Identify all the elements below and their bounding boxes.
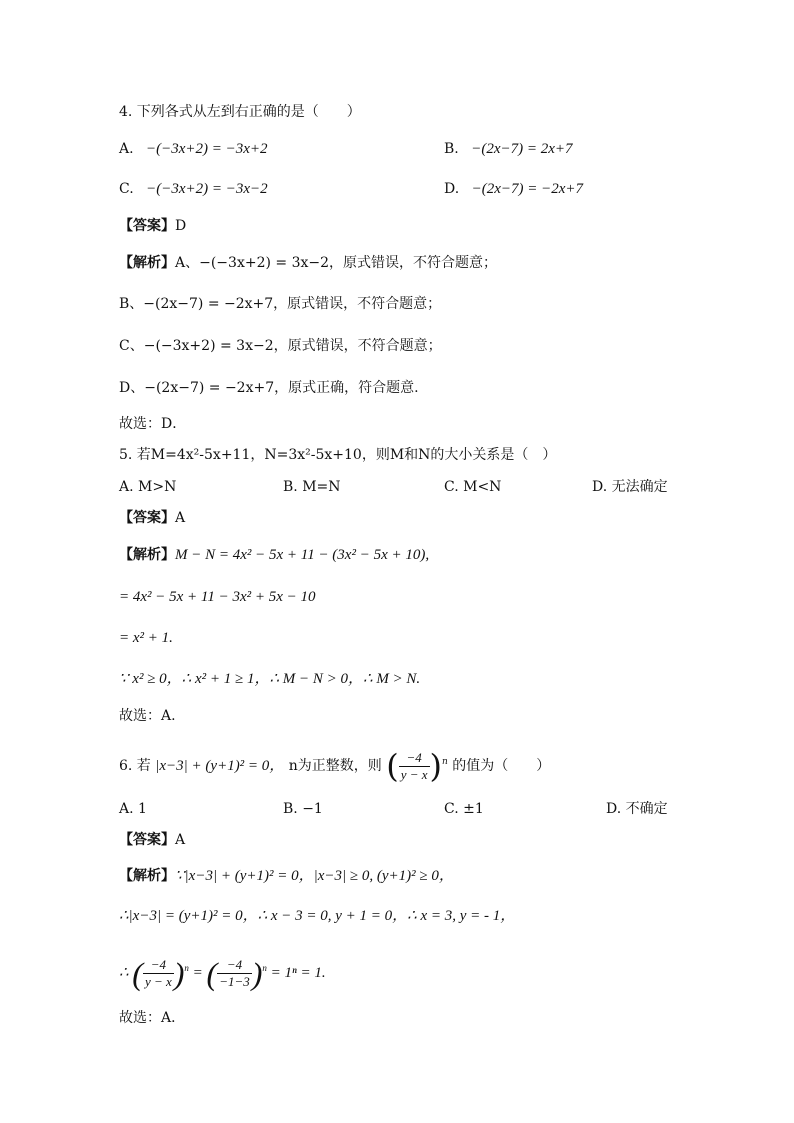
q5-analysis-line-1 bbox=[119, 545, 429, 565]
q4-analysis-line-1 bbox=[119, 253, 497, 273]
q6-frac1-den: y − x bbox=[144, 974, 172, 990]
q6-option-b: B. −1 bbox=[283, 801, 323, 817]
q4-option-b-expr: −(2x−7) = 2x+7 bbox=[471, 141, 573, 157]
q6-option-c: C. ±1 bbox=[444, 801, 484, 817]
q6-analysis-line-2: ∴|x−3| = (y+1)² = 0，∴ x − 3 = 0, y + 1 = 0，∴ x = 3, y = - 1， bbox=[119, 908, 516, 924]
q4-choose: 故选：D． bbox=[119, 416, 187, 432]
q4-analysis-line-2: B、−(2x−7) = −2x+7，原式错误，不符合题意； bbox=[119, 296, 442, 312]
q6-result: = 1ⁿ = 1. bbox=[270, 965, 326, 981]
q5-analysis-line-2: = 4x² − 5x + 11 − 3x² + 5x − 10 bbox=[119, 589, 316, 605]
analysis-tag: 【解析】 bbox=[119, 547, 175, 563]
q6-analysis-fraction-2 bbox=[217, 957, 252, 990]
q6-option-d: D. 不确定 bbox=[606, 801, 668, 817]
q5-analysis-expr-1: M − N = 4x² − 5x + 11 − (3x² − 5x + 10), bbox=[175, 547, 430, 563]
q4-analysis-line-3: C、−(−3x+2) = 3x−2，原式错误，不符合题意； bbox=[119, 338, 442, 354]
q4-option-d-label: D. bbox=[444, 181, 460, 197]
analysis-tag: 【解析】 bbox=[119, 255, 175, 271]
q4-analysis-a: A、−(−3x+2) = 3x−2，原式错误，不符合题意； bbox=[175, 255, 498, 271]
q6-equals: = bbox=[192, 965, 203, 981]
q6-therefore: ∴ bbox=[119, 965, 129, 981]
q4-option-b bbox=[444, 139, 573, 159]
q6-stem-condition: |x−3| + (y+1)² = 0， bbox=[155, 758, 285, 774]
q6-stem-exponent: n bbox=[442, 757, 448, 767]
q6-frac2-den: −1−3 bbox=[219, 974, 250, 990]
q6-stem-pre: 6. 若 bbox=[119, 758, 151, 774]
q4-answer bbox=[119, 216, 186, 236]
q5-option-b: B. M=N bbox=[283, 479, 341, 495]
q5-option-d: D. 无法确定 bbox=[592, 479, 668, 495]
q4-option-c bbox=[119, 179, 268, 199]
q4-option-a-expr: −(−3x+2) = −3x+2 bbox=[146, 141, 268, 157]
q6-analysis-line-3: ∴ ( $\frac{-4}{y - x}$ )$^n$ = ( $\frac{-4}{-1-3}$ )$^n$ = 1ⁿ = 1. bbox=[119, 955, 326, 992]
q6-option-a: A. 1 bbox=[119, 801, 147, 817]
q5-answer bbox=[119, 508, 185, 528]
q6-stem-mid: n为正整数，则 bbox=[288, 758, 382, 774]
q5-stem: 5. 若M=4x²-5x+11，N=3x²-5x+10，则M和N的大小关系是（ ） bbox=[119, 447, 557, 463]
q4-analysis-line-4: D、−(2x−7) = −2x+7，原式正确，符合题意. bbox=[119, 380, 419, 396]
q6-stem-fraction bbox=[399, 750, 430, 783]
q6-answer bbox=[119, 830, 185, 850]
q6-stem-post: 的值为（ ） bbox=[452, 758, 551, 774]
q6-frac2-num: −4 bbox=[217, 957, 252, 974]
q4-option-d bbox=[444, 179, 583, 199]
q6-stem-frac-den: y − x bbox=[400, 766, 428, 782]
q5-option-a: A. M>N bbox=[119, 479, 177, 495]
q6-analysis-fraction-1 bbox=[143, 957, 174, 990]
q4-answer-value: D bbox=[175, 218, 187, 234]
answer-tag: 【答案】 bbox=[119, 510, 175, 526]
q6-analysis-line-1 bbox=[119, 866, 454, 886]
q6-frac2-exp: n bbox=[262, 963, 267, 973]
q6-analysis-expr-1: ∵|x−3| + (y+1)² = 0，|x−3| ≥ 0, (y+1)² ≥ 0， bbox=[175, 868, 454, 884]
q6-frac1-exp: n bbox=[184, 963, 189, 973]
q4-option-a-label: A. bbox=[119, 141, 134, 157]
q4-option-c-label: C. bbox=[119, 181, 134, 197]
q4-option-b-label: B. bbox=[444, 141, 459, 157]
analysis-tag: 【解析】 bbox=[119, 868, 175, 884]
q6-choose: 故选：A． bbox=[119, 1010, 186, 1026]
q5-choose: 故选：A. bbox=[119, 708, 176, 724]
q5-analysis-line-4: ∵ x² ≥ 0，∴ x² + 1 ≥ 1，∴ M − N > 0，∴ M > N. bbox=[119, 671, 421, 687]
answer-tag: 【答案】 bbox=[119, 218, 175, 234]
q6-frac1-num: −4 bbox=[143, 957, 174, 974]
answer-tag: 【答案】 bbox=[119, 832, 175, 848]
q4-option-a bbox=[119, 139, 268, 159]
q6-answer-value: A bbox=[175, 832, 186, 848]
q5-answer-value: A bbox=[175, 510, 186, 526]
q5-analysis-line-3: = x² + 1. bbox=[119, 630, 173, 646]
q4-option-d-expr: −(2x−7) = −2x+7 bbox=[471, 181, 584, 197]
q5-option-c: C. M<N bbox=[444, 479, 502, 495]
q6-stem-frac-num: −4 bbox=[399, 750, 430, 767]
q6-stem: 6. 若 |x−3| + (y+1)² = 0， n为正整数，则 ( $\frac{-4}{y - x}$ )$^n$ 的值为（ ） bbox=[119, 747, 551, 785]
q4-stem: 4. 下列各式从左到右正确的是（ ） bbox=[119, 104, 361, 120]
q4-option-c-expr: −(−3x+2) = −3x−2 bbox=[146, 181, 268, 197]
